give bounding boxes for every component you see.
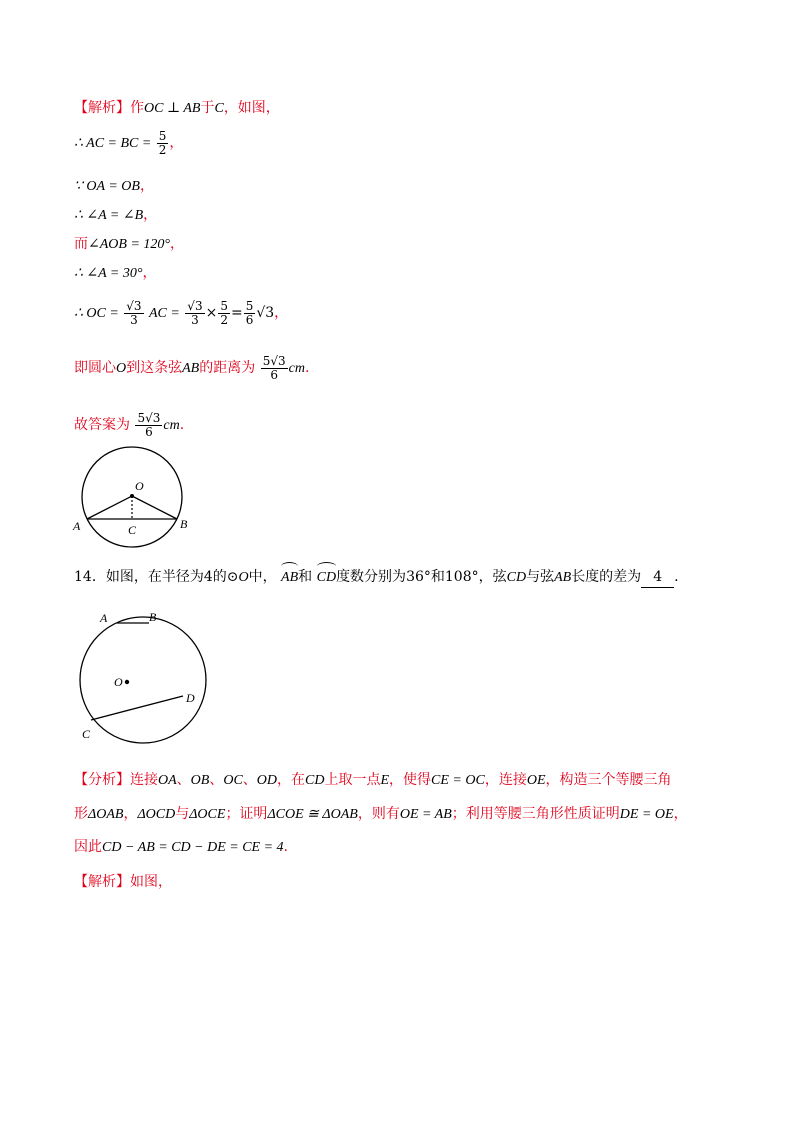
text: 4 bbox=[203, 569, 213, 585]
solution-line-2 bbox=[74, 130, 183, 156]
numerator: 5 bbox=[220, 299, 228, 313]
math-expr: = bbox=[230, 305, 243, 322]
label-a: A bbox=[100, 611, 108, 625]
text: ， bbox=[123, 806, 138, 822]
math-expr: ΔOCD bbox=[137, 807, 176, 822]
arc-mark bbox=[281, 562, 298, 571]
math-expr: ∴ AC = BC = bbox=[74, 136, 152, 152]
solution-line-8 bbox=[74, 355, 309, 381]
text: 到这条弦 bbox=[126, 360, 183, 377]
question-14 bbox=[74, 567, 679, 588]
text: 、 bbox=[209, 772, 224, 788]
text: 和 bbox=[298, 569, 313, 585]
math-expr: OB bbox=[190, 773, 210, 788]
text: 即圆心 bbox=[74, 360, 116, 377]
math-expr: AB bbox=[554, 570, 572, 585]
label-c: C bbox=[128, 523, 137, 537]
numerator: √3 bbox=[187, 299, 203, 313]
solution-line-final bbox=[74, 872, 172, 892]
math-expr: AB bbox=[281, 570, 299, 585]
text: 上取一点 bbox=[324, 772, 381, 788]
label-o: O bbox=[114, 675, 123, 689]
text: 于 bbox=[200, 100, 215, 116]
text: ；证明 bbox=[225, 806, 268, 822]
math-expr: ∴ ∠A = ∠B bbox=[74, 208, 144, 223]
math-expr: × bbox=[205, 305, 218, 322]
solution-line-3 bbox=[74, 176, 154, 197]
text: 度数分别为 bbox=[336, 569, 407, 585]
punct: ， bbox=[139, 178, 154, 194]
math-expr: OC bbox=[223, 773, 243, 788]
text: 、 bbox=[176, 772, 191, 788]
solution-tag: 【解析】 bbox=[74, 100, 130, 116]
text: ，连接 bbox=[484, 772, 527, 788]
solution-tag: 【解析】 bbox=[74, 874, 130, 890]
punct: ， bbox=[142, 265, 157, 281]
fraction bbox=[124, 300, 143, 326]
text: ，则有 bbox=[357, 806, 400, 822]
text: ；利用等腰三角形性质证明 bbox=[451, 806, 620, 822]
math-expr: AB bbox=[182, 361, 200, 377]
circle-figure-13 bbox=[70, 448, 210, 548]
math-expr: ΔOAB bbox=[88, 807, 124, 822]
solution-line-1 bbox=[74, 98, 280, 119]
denominator: 2 bbox=[158, 142, 167, 157]
punct: ， bbox=[170, 236, 184, 252]
math-expr: 36° bbox=[406, 569, 431, 585]
numerator: 5 bbox=[245, 299, 254, 313]
label-o: O bbox=[135, 479, 144, 493]
math-expr: CD bbox=[316, 570, 337, 585]
math-expr: O bbox=[116, 361, 127, 377]
text: 的 bbox=[212, 569, 227, 585]
math-expr: √3 bbox=[256, 305, 275, 322]
analysis-line-2 bbox=[74, 804, 688, 825]
text: 形 bbox=[74, 806, 88, 822]
math-expr: ∴ OC = bbox=[74, 306, 119, 322]
text: 连接 bbox=[130, 772, 158, 788]
arc-ab bbox=[281, 568, 298, 588]
denominator: 3 bbox=[191, 312, 199, 327]
punct: ， bbox=[274, 305, 289, 322]
math-expr: E bbox=[380, 773, 390, 788]
fraction bbox=[135, 412, 162, 438]
arc-cd bbox=[317, 568, 336, 588]
text: 14．如图，在半径为 bbox=[74, 569, 204, 585]
text: 因此 bbox=[74, 839, 102, 855]
math-expr: ΔCOE ≅ ΔOAB bbox=[267, 807, 358, 822]
solution-line-9 bbox=[74, 412, 184, 438]
label-b: B bbox=[149, 610, 157, 624]
punct: . bbox=[304, 360, 310, 377]
circle-figure-14 bbox=[70, 608, 220, 748]
math-expr: ∠AOB = 120° bbox=[88, 237, 170, 252]
text: 中， bbox=[248, 569, 277, 585]
math-expr: C bbox=[214, 101, 224, 116]
math-expr: AC = bbox=[149, 306, 180, 322]
math-expr: CD bbox=[305, 773, 325, 788]
numerator: 5√3 bbox=[137, 411, 161, 425]
solution-line-6 bbox=[74, 263, 156, 284]
text: ， bbox=[673, 806, 688, 822]
fraction bbox=[185, 300, 204, 326]
math-expr: ∴ ∠A = 30° bbox=[74, 266, 143, 281]
text: 长度的差为 bbox=[571, 569, 642, 585]
text: 作 bbox=[130, 100, 144, 116]
math-expr: CD − AB = CD − DE = CE = 4 bbox=[102, 840, 284, 855]
answer-blank: 4 bbox=[641, 567, 674, 588]
denominator: 3 bbox=[130, 312, 138, 327]
fraction bbox=[218, 300, 230, 326]
radius-ob bbox=[132, 496, 177, 519]
unit: cm bbox=[163, 418, 180, 434]
text: 、 bbox=[242, 772, 257, 788]
math-expr: 108° bbox=[444, 569, 479, 585]
denominator: 6 bbox=[145, 424, 153, 439]
math-expr: OE = AB bbox=[399, 807, 452, 822]
solution-line-7 bbox=[74, 300, 288, 326]
solution-line-5 bbox=[74, 234, 184, 255]
text: ，在 bbox=[277, 772, 306, 788]
text: ，弦 bbox=[478, 569, 507, 585]
text: ，如图， bbox=[223, 100, 280, 116]
text: ，构造三个等腰三角 bbox=[545, 772, 672, 788]
text: 与 bbox=[175, 806, 190, 822]
punct: ， bbox=[143, 207, 158, 223]
text: 与弦 bbox=[526, 569, 555, 585]
text: 故答案为 bbox=[74, 417, 130, 434]
center-dot bbox=[125, 680, 129, 684]
punct: . bbox=[179, 417, 185, 434]
analysis-line-1 bbox=[74, 770, 672, 791]
fraction bbox=[244, 300, 256, 326]
math-expr: OD bbox=[256, 773, 278, 788]
label-a: A bbox=[73, 519, 81, 533]
math-expr: ∵ OA = OB bbox=[74, 179, 140, 194]
label-d: D bbox=[186, 691, 195, 705]
math-expr: DE = OE bbox=[619, 807, 674, 822]
solution-line-4 bbox=[74, 205, 157, 226]
fraction bbox=[261, 355, 288, 381]
analysis-tag: 【分析】 bbox=[74, 772, 130, 788]
numerator: 5√3 bbox=[262, 354, 286, 368]
math-expr: OA bbox=[158, 773, 177, 788]
center-dot bbox=[130, 494, 134, 498]
denominator: 2 bbox=[220, 312, 228, 327]
chord-cd bbox=[91, 696, 183, 720]
math-expr: CD bbox=[506, 570, 527, 585]
text: ，使得 bbox=[389, 772, 432, 788]
analysis-line-3 bbox=[74, 837, 288, 858]
text: . bbox=[283, 839, 288, 855]
text: 而 bbox=[74, 236, 88, 252]
label-b: B bbox=[180, 517, 188, 531]
text: 如图， bbox=[130, 874, 172, 890]
denominator: 6 bbox=[245, 312, 254, 327]
unit: cm bbox=[288, 361, 305, 377]
text: 和 bbox=[430, 569, 445, 585]
math-expr: OC ⊥ AB bbox=[144, 101, 201, 116]
denominator: 6 bbox=[270, 367, 278, 382]
numerator: √3 bbox=[126, 299, 142, 313]
punct: . bbox=[674, 569, 679, 585]
fraction bbox=[157, 130, 169, 156]
math-expr: ⊙O bbox=[226, 570, 249, 585]
arc-mark bbox=[317, 562, 336, 571]
circle bbox=[80, 617, 206, 743]
punct: ， bbox=[169, 135, 184, 152]
math-expr: CE = OC bbox=[431, 773, 485, 788]
math-expr: ΔOCE bbox=[189, 807, 226, 822]
numerator: 5 bbox=[158, 129, 167, 143]
radius-oa bbox=[87, 496, 132, 519]
label-c: C bbox=[82, 727, 91, 741]
math-expr: OE bbox=[526, 773, 546, 788]
text: 的距离为 bbox=[199, 360, 256, 377]
